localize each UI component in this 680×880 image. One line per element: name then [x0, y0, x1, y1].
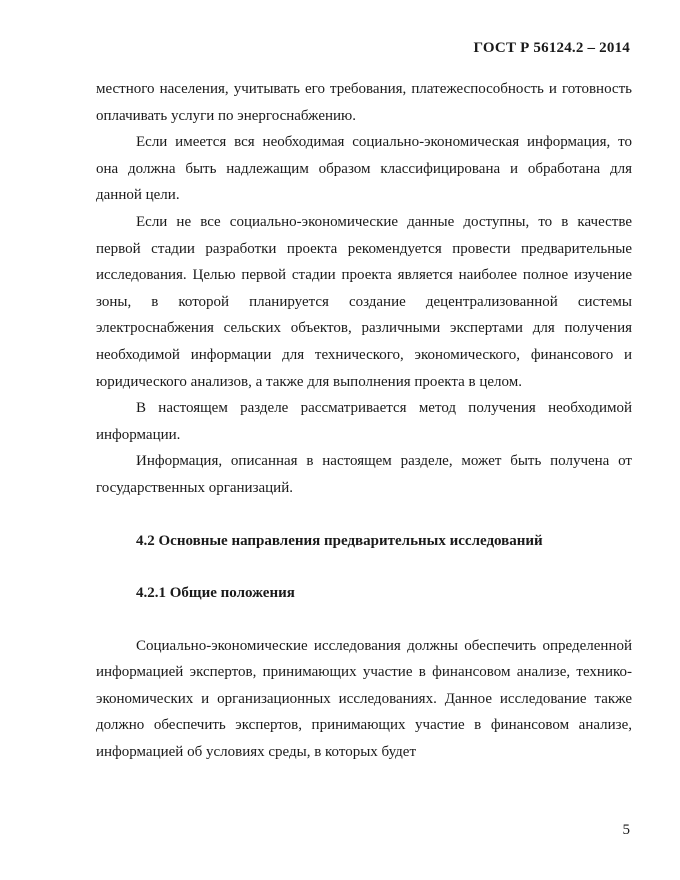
paragraph: Информация, описанная в настоящем разделе, может быть получена от государственных организаций.	[96, 453, 632, 496]
section-heading: 4.2 Основные направления предварительных исследований	[136, 532, 543, 549]
paragraph: местного населения, учитывать его требования, платежеспособность и готовность оплачивать услуги по энергоснабжению.	[96, 81, 632, 124]
page-body	[96, 76, 632, 766]
paragraph: Социально-экономические исследования должны обеспечить определенной информацией экспертов, принимающих участие в финансовом анализе, технико-экономических и организационных исследованиях. Данное исследование также должно обеспечить экспертов, принимающих участие в финансовом анализе, информацией об условиях среды, в которых будет	[96, 637, 632, 761]
paragraph: Если не все социально-экономические данные доступны, то в качестве первой стадии разработки проекта рекомендуется провести предварительные исследования. Целью первой стадии проекта является наиболее полное изучение зоны, в которой планируется создание децентрализованной системы электроснабжения сельских объектов, различными экспертами для получения необходимой информации для технического, экономического, финансового и юридического анализов, а также для выполнения проекта в целом.	[96, 213, 632, 390]
paragraph: В настоящем разделе рассматривается метод получения необходимой информации.	[96, 400, 632, 443]
document-header: ГОСТ Р 56124.2 – 2014	[473, 40, 630, 56]
paragraph: Если имеется вся необходимая социально-экономическая информация, то она должна быть надлежащим образом классифицирована и обработана для данной цели.	[96, 134, 632, 204]
subsection-heading: 4.2.1 Общие положения	[136, 585, 295, 602]
page-number: 5	[622, 822, 630, 838]
